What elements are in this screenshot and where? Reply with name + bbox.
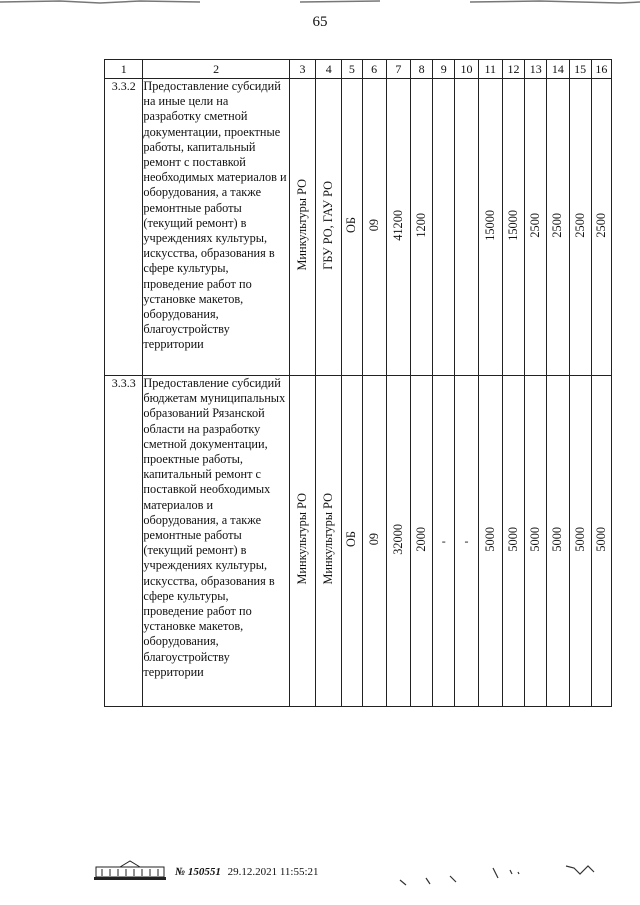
col-header: 4 (316, 60, 342, 79)
building-emblem-icon (90, 859, 170, 881)
col-header: 13 (525, 60, 547, 79)
col-header: 10 (455, 60, 478, 79)
cell-col15: 2500 (572, 212, 587, 238)
handwritten-marks (398, 860, 628, 895)
col-header: 16 (591, 60, 611, 79)
page-number: 65 (312, 14, 328, 30)
table-row (105, 376, 612, 707)
cell-col11: 5000 (482, 526, 497, 552)
cell-col9: - (441, 533, 446, 548)
cell-col12: 5000 (505, 526, 520, 552)
col-header: 9 (433, 60, 455, 79)
cell-col15: 5000 (572, 526, 587, 552)
row-number: 3.3.3 (105, 376, 143, 707)
cell-col8: 2000 (414, 526, 429, 552)
col-header: 8 (410, 60, 432, 79)
cell-col13: 2500 (528, 212, 543, 238)
executor: ГБУ РО, ГАУ РО (321, 180, 336, 270)
scan-edge-artifact (0, 0, 640, 6)
registration-stamp (175, 866, 319, 878)
cell-col12: 15000 (505, 209, 520, 241)
col-header: 12 (502, 60, 524, 79)
col-header: 7 (386, 60, 410, 79)
header-row (105, 60, 612, 79)
col-header: 11 (478, 60, 502, 79)
cell-col13: 5000 (528, 526, 543, 552)
funding-source: ОБ (344, 217, 359, 233)
cell-col16: 2500 (593, 212, 608, 238)
cell-total: 41200 (390, 209, 405, 241)
cell-col11: 15000 (482, 209, 497, 241)
cell-col10: - (464, 533, 469, 548)
cell-col6: 09 (366, 532, 381, 546)
measures-table (104, 59, 612, 707)
responsible-authority: Минкультуры РО (294, 179, 309, 271)
col-header: 6 (362, 60, 386, 79)
cell-col6: 09 (366, 218, 381, 232)
cell-total: 32000 (390, 523, 405, 555)
document-number: № 150551 (175, 866, 221, 878)
col-header: 1 (105, 60, 143, 79)
col-header: 15 (569, 60, 591, 79)
col-header: 3 (289, 60, 315, 79)
executor: Минкультуры РО (321, 493, 336, 585)
col-header: 5 (342, 60, 362, 79)
measure-description: Предоставление субсидий на иные цели на разработку сметной документации, проектные работы, капитальный ремонт с поставкой необходимых материалов и оборудования, а также ремонтные работы (текущий ремонт) в учреждениях культуры, искусства, образования в сфере культуры, проведение работ по установке макетов, оборудования, благоустройству территории (143, 79, 289, 376)
registration-datetime: 29.12.2021 11:55:21 (227, 866, 319, 878)
row-number: 3.3.2 (105, 79, 143, 376)
measure-description: Предоставление субсидий бюджетам муниципальных образований Рязанской области на разработку сметной документации, проектные работы, капитальный ремонт с поставкой необходимых материалов и оборудования, а также ремонтные работы (текущий ремонт) в учреждениях культуры, искусства, образования в сфере культуры, проведение работ по установке макетов, оборудования, благоустройству территории (143, 376, 289, 707)
responsible-authority: Минкультуры РО (294, 493, 309, 585)
col-header: 2 (143, 60, 289, 79)
funding-source: ОБ (344, 531, 359, 547)
col-header: 14 (547, 60, 569, 79)
cell-col8: 1200 (414, 212, 429, 238)
cell-col14: 5000 (550, 526, 565, 552)
cell-col14: 2500 (550, 212, 565, 238)
table-row (105, 79, 612, 376)
cell-col16: 5000 (593, 526, 608, 552)
